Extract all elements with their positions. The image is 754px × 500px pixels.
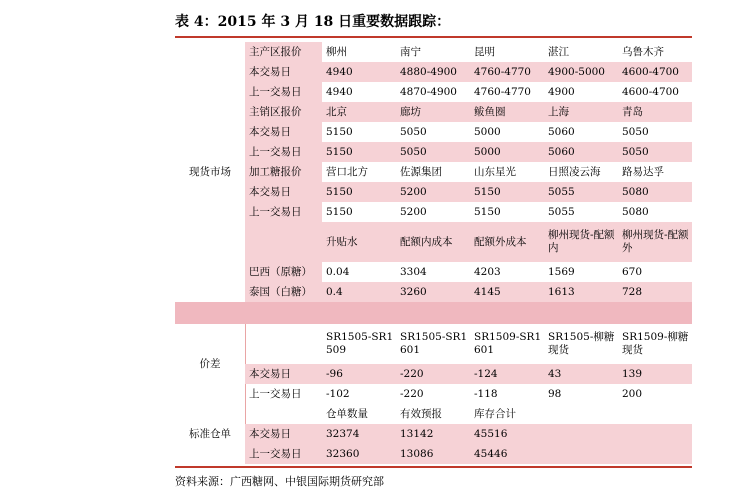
table-row xyxy=(175,324,692,364)
table-row xyxy=(175,42,692,62)
cell: 4760-4770 xyxy=(470,62,544,82)
cell: 728 xyxy=(618,282,692,302)
table-row xyxy=(175,282,692,302)
row-label: 加工糖报价 xyxy=(245,162,322,182)
cell: 库存合计 xyxy=(474,407,516,420)
cell: 4600-4700 xyxy=(618,62,692,82)
table-title: 表 4：2015 年 3 月 18 日重要数据跟踪： xyxy=(175,14,451,30)
row-label: 本交易日 xyxy=(245,364,322,384)
cell: 青岛 xyxy=(618,102,692,122)
cell: 13142 xyxy=(396,424,470,444)
cell: 4880-4900 xyxy=(396,62,470,82)
cell: 5050 xyxy=(400,125,427,138)
row-label: 上一交易日 xyxy=(245,202,322,222)
table-row xyxy=(175,404,692,424)
cell: 4870-4900 xyxy=(400,85,457,98)
cell: 4203 xyxy=(474,265,501,278)
cell: 5050 xyxy=(622,125,649,138)
cell: 5055 xyxy=(548,205,575,218)
cell: SR1509-柳糖现货 xyxy=(622,331,689,356)
cell: 139 xyxy=(618,364,692,384)
cell: 3260 xyxy=(396,282,470,302)
data-table xyxy=(175,42,692,464)
cell: 5200 xyxy=(396,182,470,202)
cell: 1613 xyxy=(544,282,618,302)
cell: 湛江 xyxy=(548,45,569,58)
separator-band xyxy=(175,302,692,324)
cell: SR1505-SR1601 xyxy=(400,331,468,356)
cell: 柳州现货-配额内 xyxy=(544,222,618,262)
cell: SR1505-柳糖现货 xyxy=(548,331,615,356)
row-label: 主产区报价 xyxy=(245,42,322,62)
cell: 5150 xyxy=(322,142,396,162)
cell: 4145 xyxy=(470,282,544,302)
cell: 日照凌云海 xyxy=(548,165,601,178)
row-label: 本交易日 xyxy=(245,122,322,142)
row-label: 本交易日 xyxy=(245,424,322,444)
table-row xyxy=(175,364,692,384)
cell: 0.04 xyxy=(326,265,350,278)
cell: SR1509-SR1601 xyxy=(474,331,542,356)
cell: 4600-4700 xyxy=(622,85,679,98)
row-label xyxy=(245,404,322,424)
table-row xyxy=(175,82,692,102)
cell: 0.4 xyxy=(322,282,396,302)
cell: -220 xyxy=(400,387,424,400)
table-row xyxy=(175,222,692,262)
table-row xyxy=(175,444,692,464)
cell: 13086 xyxy=(396,444,470,464)
cell: 32360 xyxy=(322,444,396,464)
cell: 4940 xyxy=(326,85,353,98)
cell: 670 xyxy=(622,265,643,278)
row-label xyxy=(245,222,322,262)
section-label-spread: 价差 xyxy=(175,324,245,404)
row-label: 上一交易日 xyxy=(245,444,322,464)
top-rule xyxy=(175,36,692,38)
cell: 柳州现货-配额外 xyxy=(618,222,692,262)
cell: 4900-5000 xyxy=(544,62,618,82)
section-label-spot: 现货市场 xyxy=(175,42,245,302)
cell: 佐源集团 xyxy=(400,165,442,178)
cell: 5150 xyxy=(326,125,353,138)
section-label-warehouse: 标准仓单 xyxy=(175,404,245,464)
cell: 昆明 xyxy=(474,45,495,58)
cell: 200 xyxy=(622,387,643,400)
cell: -124 xyxy=(470,364,544,384)
cell: 上海 xyxy=(544,102,618,122)
cell xyxy=(618,404,692,424)
cell: 5055 xyxy=(544,182,618,202)
cell: 3304 xyxy=(400,265,427,278)
row-label: 巴西（原糖） xyxy=(245,262,322,282)
table-row xyxy=(175,102,692,122)
table-row xyxy=(175,122,692,142)
cell: 有效预报 xyxy=(400,407,442,420)
cell: -102 xyxy=(326,387,350,400)
cell: 升贴水 xyxy=(322,222,396,262)
row-label: 本交易日 xyxy=(245,182,322,202)
cell: 45446 xyxy=(470,444,544,464)
cell: 仓单数量 xyxy=(326,407,368,420)
cell xyxy=(544,404,618,424)
cell: 乌鲁木齐 xyxy=(622,45,664,58)
cell xyxy=(618,444,692,464)
table-row xyxy=(175,384,692,404)
cell: 5150 xyxy=(322,182,396,202)
cell xyxy=(618,424,692,444)
row-label: 主销区报价 xyxy=(245,102,322,122)
row-label: 泰国（白糖） xyxy=(245,282,322,302)
cell: 营口北方 xyxy=(326,165,368,178)
row-label xyxy=(245,324,322,364)
cell: 1569 xyxy=(548,265,575,278)
cell: 43 xyxy=(544,364,618,384)
cell: -96 xyxy=(322,364,396,384)
cell: 柳州 xyxy=(326,45,347,58)
table-row xyxy=(175,202,692,222)
table-row xyxy=(175,162,692,182)
row-label: 上一交易日 xyxy=(249,387,302,400)
cell: 5050 xyxy=(618,142,692,162)
cell: 北京 xyxy=(322,102,396,122)
cell: 5150 xyxy=(470,182,544,202)
cell: 5080 xyxy=(618,182,692,202)
source-note: 资料来源：广西糖网、中银国际期货研究部 xyxy=(175,475,384,488)
cell: 南宁 xyxy=(400,45,421,58)
cell: -118 xyxy=(474,387,498,400)
row-label: 上一交易日 xyxy=(245,82,322,102)
cell: 45516 xyxy=(470,424,544,444)
cell: 5060 xyxy=(544,142,618,162)
cell: 5050 xyxy=(396,142,470,162)
cell: 5000 xyxy=(474,125,501,138)
row-label: 本交易日 xyxy=(245,62,322,82)
table-row xyxy=(175,142,692,162)
cell: 5060 xyxy=(548,125,575,138)
cell: 廊坊 xyxy=(396,102,470,122)
cell: 鲅鱼圈 xyxy=(470,102,544,122)
cell: 32374 xyxy=(322,424,396,444)
cell: 5200 xyxy=(400,205,427,218)
cell: 4940 xyxy=(322,62,396,82)
cell: 5000 xyxy=(470,142,544,162)
cell xyxy=(544,424,618,444)
cell: -220 xyxy=(396,364,470,384)
cell: 4760-4770 xyxy=(474,85,531,98)
cell: 5150 xyxy=(474,205,501,218)
cell: SR1505-SR1509 xyxy=(326,331,394,356)
table-row xyxy=(175,182,692,202)
cell: 5150 xyxy=(326,205,353,218)
table-row xyxy=(175,262,692,282)
bottom-rule xyxy=(175,466,692,468)
cell xyxy=(544,444,618,464)
cell: 配额外成本 xyxy=(470,222,544,262)
cell: 配额内成本 xyxy=(396,222,470,262)
table-row xyxy=(175,62,692,82)
cell: 4900 xyxy=(548,85,575,98)
cell: 路易达孚 xyxy=(622,165,664,178)
cell: 98 xyxy=(548,387,562,400)
cell: 5080 xyxy=(622,205,649,218)
cell: 山东星光 xyxy=(474,165,516,178)
row-label: 上一交易日 xyxy=(245,142,322,162)
table-row xyxy=(175,424,692,444)
